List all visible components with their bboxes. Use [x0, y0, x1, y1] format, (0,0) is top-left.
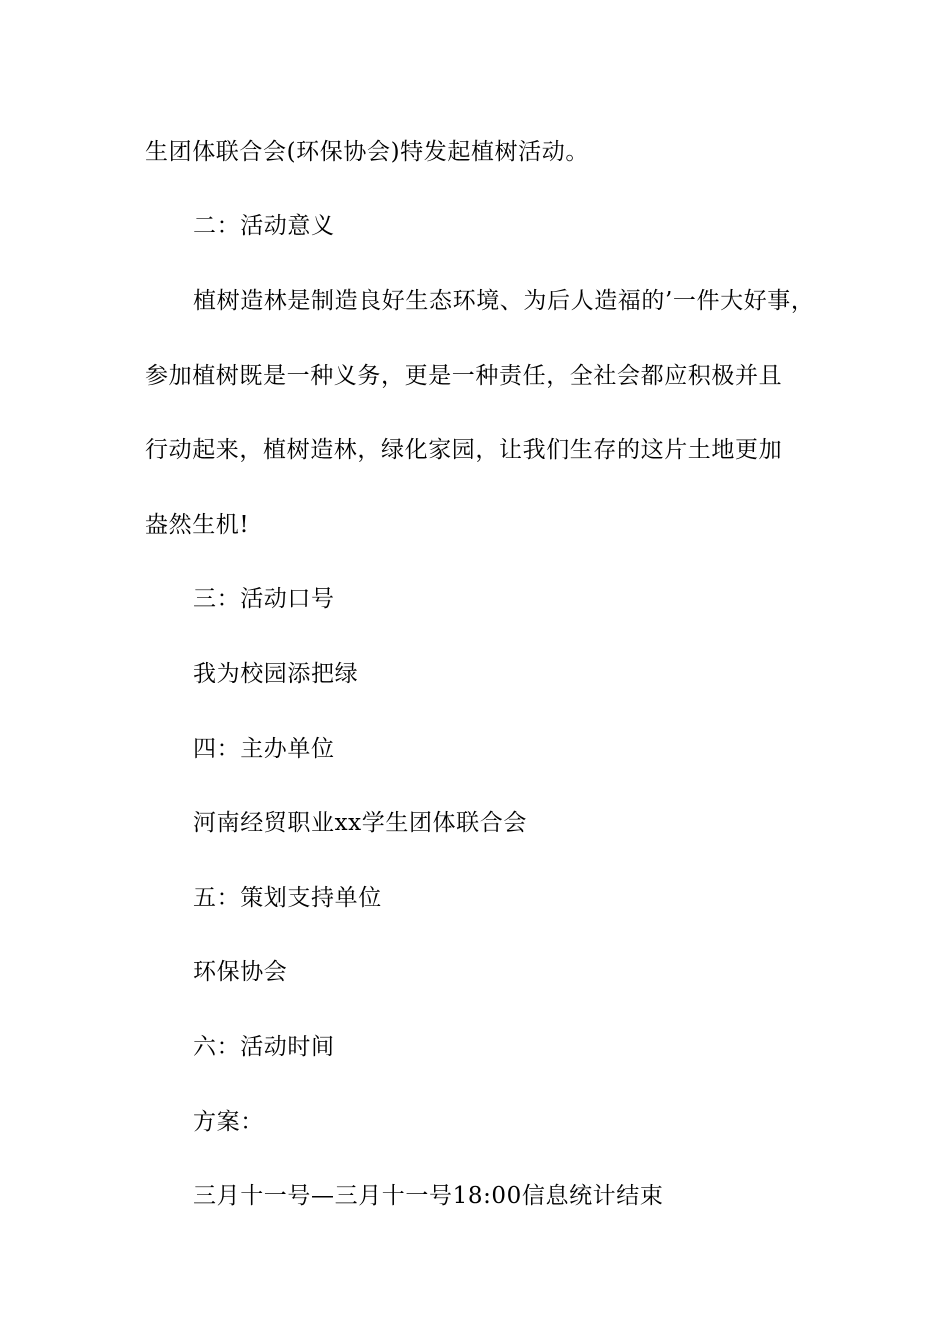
section-heading: 六：活动时间: [193, 1034, 335, 1060]
body-text-line: 参加植树既是一种义务，更是一种责任，全社会都应积极并且: [145, 363, 783, 389]
body-text-line: 我为校园添把绿: [193, 661, 359, 687]
body-text-line: 三月十一号—三月十一号18:00信息统计结束: [193, 1183, 664, 1209]
body-text-line: 生团体联合会(环保协会)特发起植树活动。: [145, 139, 589, 165]
body-text-line: 盎然生机!: [145, 512, 250, 538]
section-heading: 四：主办单位: [193, 736, 335, 762]
body-text-line: 环保协会: [193, 959, 288, 985]
body-text-line: 植树造林是制造良好生态环境、为后人造福的’一件大好事，: [193, 288, 815, 314]
body-text-line: 河南经贸职业xx学生团体联合会: [193, 810, 527, 836]
body-text-line: 行动起来，植树造林，绿化家园，让我们生存的这片土地更加: [145, 437, 783, 463]
section-heading: 三：活动口号: [193, 586, 335, 612]
section-heading: 五：策划支持单位: [193, 885, 382, 911]
body-text-line: 方案：: [193, 1109, 264, 1135]
section-heading: 二：活动意义: [193, 213, 335, 239]
